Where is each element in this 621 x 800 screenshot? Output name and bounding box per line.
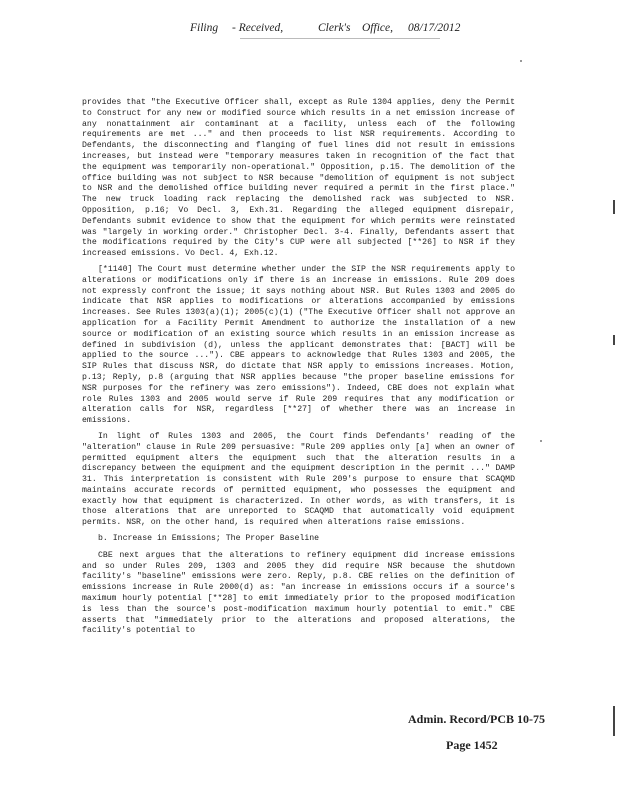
scan-edge-mark (613, 335, 615, 345)
admin-record-label: Admin. Record/PCB 10-75 (408, 712, 545, 726)
stamp-underline (240, 38, 440, 39)
stamp-office: Office, (362, 22, 393, 34)
stamp-clerks: Clerk's (318, 22, 351, 34)
document-body (82, 98, 515, 642)
stamp-received: - Received, (232, 22, 284, 34)
paragraph-1: provides that "the Executive Officer shall, except as Rule 1304 applies, deny the Permit to Construct for any new or modified source which results in a net emission increase of any nonattainment air contaminant at a facility, unless each of the following requirements are met ..." and then proceeds to list NSR requirements. According to Defendants, the disconnecting and flanging of fuel lines did not result in emissions increases, but instead were "temporary measures taken in recognition of the fact that the equipment was temporarily non-operational." Opposition, p.15. The demolition of the office building was not subject to NSR because "demolition of equipment is not subject to NSR and the demolished office building never required a permit in the first place." The new truck loading rack replacing the demolished rack was subjected to NSR. Opposition, p.16; Vo Decl. 3, Exh.31. Regarding the alleged equipment disrepair, Defendants submit evidence to show that the equipment for which permits were reinstated was "largely in working order." Christopher Decl. 3-4. Finally, Defendants assert that the modifications required by the City's CUP were all subjected [**26] to NSR if they increased emissions. Vo Decl. 4, Exh.12. (82, 98, 515, 259)
stamp-filing: Filing (190, 22, 219, 34)
paragraph-3: In light of Rules 1303 and 2005, the Court finds Defendants' reading of the "alteration" clause in Rule 209 persuasive: "Rule 209 applies only [a] when an owner of permitted equipment alters the equipment such that the alteration results in a discrepancy between the equipment and the equipment description in the permit ..." DAMP 31. This interpretation is consistent with Rule 209's purpose to ensure that SCAQMD maintains accurate records of permitted equipment, who possesses the equipment and exactly how that equipment is characterized. In other words, as with transfers, it is those alterations that are unreported to SCAQMD that automatically void equipment permits. NSR, on the other hand, is required when alterations raise emissions. (82, 431, 515, 528)
scan-edge-mark (613, 706, 615, 736)
page-number: Page 1452 (446, 738, 498, 752)
paragraph-2: [*1140] The Court must determine whether under the SIP the NSR requirements apply to alterations or modifications only if there is an increase in emissions. Rule 209 does not expressly confront the issue; it says nothing about NSR. But Rules 1303 and 2005 do indicate that NSR applies to modifications or alterations accompanied by emissions increases. See Rules 1303(a)(1); 2005(c)(1) ("The Executive Officer shall not approve an application for a Facility Permit Amendment to authorize the installation of a new source or modification of an existing source which results in an emission increase as defined in subdivision (d), unless the applicant demonstrates that: [BACT] will be applied to the source ..."). CBE appears to acknowledge that Rules 1303 and 2005, the SIP Rules that discuss NSR, do dictate that NSR apply to emissions increases. Motion, p.13; Reply, p.8 (arguing that NSR applies because "the proper baseline emissions for NSR purposes for the refinery was zero emissions"). Indeed, CBE does not explain what role Rules 1303 and 2005 would serve if Rule 209 requires that any modification or alteration calls for NSR, regardless [**27] of whether there was an increase in emissions. (82, 264, 515, 426)
scan-speck (540, 440, 542, 442)
scan-edge-mark (613, 200, 615, 214)
stamp-date: 08/17/2012 (408, 22, 461, 34)
scan-speck (520, 60, 522, 62)
paragraph-4: CBE next argues that the alterations to refinery equipment did increase emissions and so under Rules 209, 1303 and 2005 they did require NSR because the shutdown facility's "baseline" emissions were zero. Reply, p.8. CBE relies on the definition of emissions increase in Rule 2000(d) as: "an increase in emissions occurs if a source's maximum hourly potential [**28] to emit immediately prior to the proposed modification is less than the source's post-modification maximum hourly potential to emit." CBE asserts that "immediately prior to the alterations and proposed alterations, the facility's potential to (82, 550, 515, 636)
section-heading: b. Increase in Emissions; The Proper Baseline (98, 534, 320, 544)
